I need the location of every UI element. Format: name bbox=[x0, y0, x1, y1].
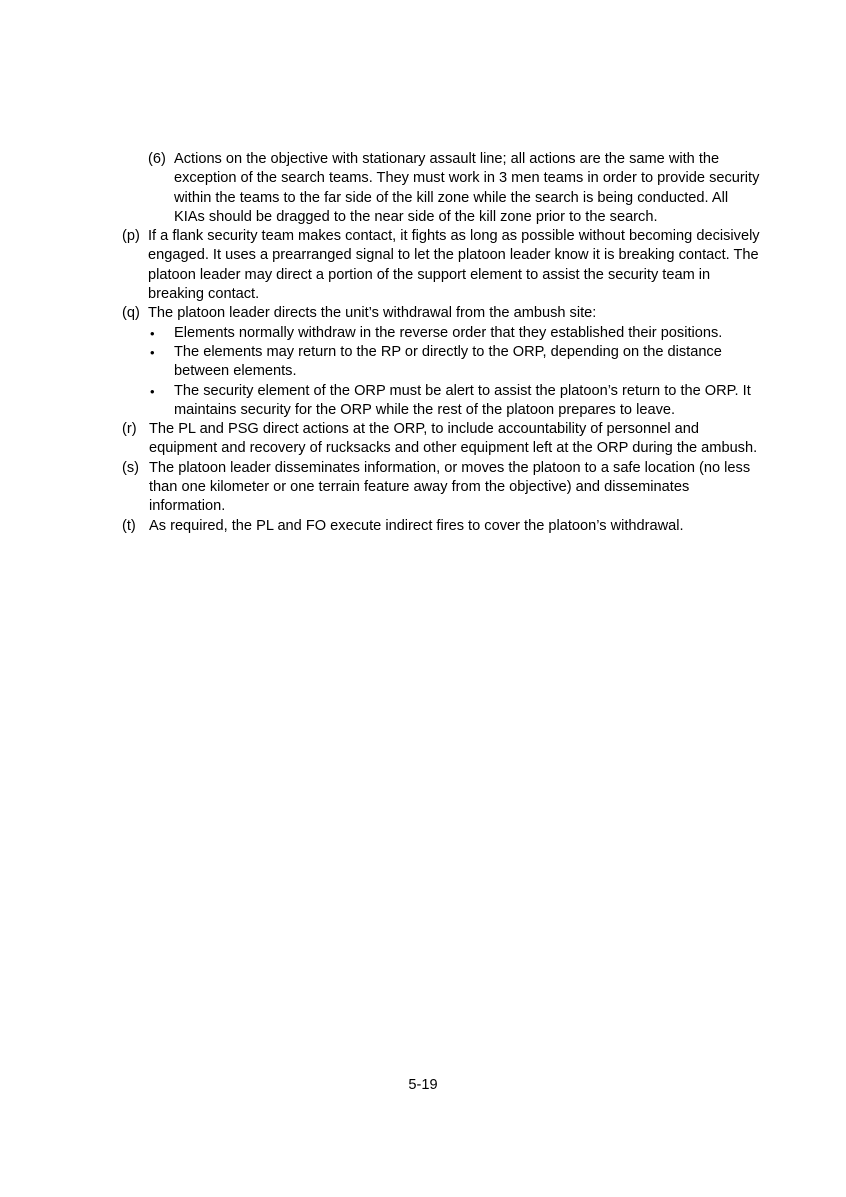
item-text: As required, the PL and FO execute indirect fires to cover the platoon’s withdrawal. bbox=[149, 517, 684, 534]
item-text: Elements normally withdraw in the reverse order that they established their positions. bbox=[174, 324, 723, 341]
bullet-item bbox=[122, 343, 762, 382]
item-label: (s) bbox=[122, 459, 140, 476]
list-item-p bbox=[122, 227, 762, 304]
bullet-icon: • bbox=[150, 344, 155, 360]
item-text: The PL and PSG direct actions at the ORP, to include accountability of personnel and equipment and recovery of rucksacks and other equipment left at the ORP during the ambush. bbox=[149, 421, 758, 457]
page-body bbox=[122, 150, 762, 536]
item-text: The elements may return to the RP or directly to the ORP, depending on the distance between elements. bbox=[174, 343, 722, 380]
item-label: (r) bbox=[122, 421, 137, 438]
item-text: The platoon leader directs the unit’s withdrawal from the ambush site: bbox=[148, 305, 597, 322]
item-label: (q) bbox=[122, 305, 140, 322]
item-label: (t) bbox=[122, 517, 136, 534]
list-item-t bbox=[122, 517, 762, 536]
list-item-6 bbox=[122, 150, 762, 227]
item-text: The platoon leader disseminates information, or moves the platoon to a safe location (no less than one kilometer or one terrain feature away from the objective) and disseminates information. bbox=[149, 459, 751, 515]
item-text: The security element of the ORP must be alert to assist the platoon’s return to the ORP. It maintains security for the ORP while the rest of the platoon prepares to leave. bbox=[174, 382, 751, 418]
item-text: Actions on the objective with stationary assault line; all actions are the same with the exception of the search teams. They must work in 3 men teams in order to provide security within the teams to the far side of the kill zone while the search is being conducted. All KIAs should be dragged to the near side of the kill zone prior to the search. bbox=[174, 151, 760, 225]
bullet-item bbox=[122, 382, 762, 421]
item-label: (p) bbox=[122, 228, 140, 245]
list-item-r bbox=[122, 420, 762, 459]
list-item-s bbox=[122, 459, 762, 517]
bullet-icon: • bbox=[150, 383, 155, 399]
page-number: 5-19 bbox=[408, 1077, 438, 1093]
bullet-item bbox=[122, 324, 762, 343]
item-text: If a flank security team makes contact, it fights as long as possible without becoming decisively engaged. It uses a prearranged signal to let the platoon leader know it is breaking contact. The platoon leader may direct a portion of the support element to assist the security team in breaking contact. bbox=[148, 228, 760, 303]
list-item-q bbox=[122, 304, 762, 323]
bullet-icon: • bbox=[150, 325, 155, 341]
item-label: (6) bbox=[148, 151, 166, 167]
